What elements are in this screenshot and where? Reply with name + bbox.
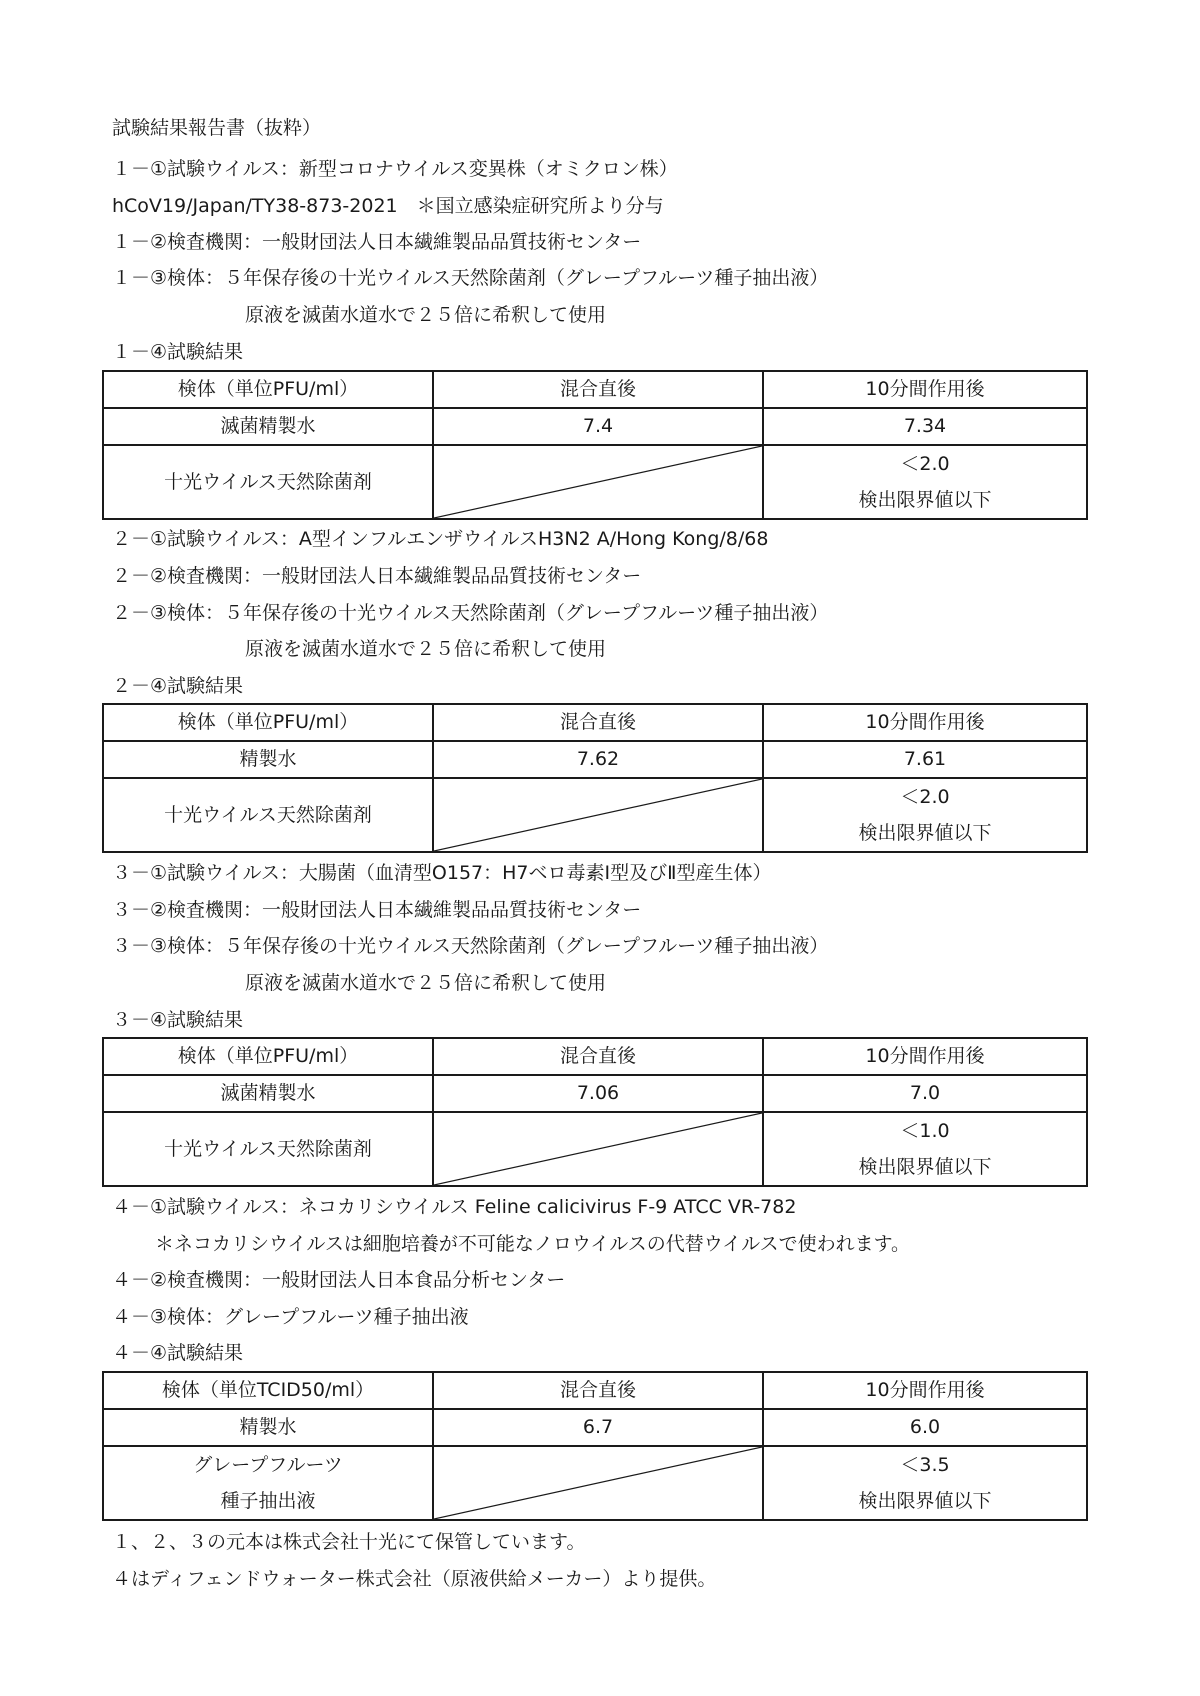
table-header-immediate: 混合直後 [433,371,763,408]
table-row [103,1446,1087,1520]
section-4-virus: ４－①試験ウイルス：ネコカリシウイルス Feline calicivirus F-9 ATCC VR-782 [112,1196,797,1218]
table-header-row [103,371,1087,408]
result-note: 検出限界値以下 [858,1156,992,1178]
diagonal-line [434,1113,762,1185]
result-value: ＜2.0 [900,453,950,475]
section-1-sample-note: 原液を滅菌水道水で２５倍に希釈して使用 [245,304,607,326]
section-1-result-label: １－④試験結果 [112,341,244,363]
table-header-10min: 10分間作用後 [763,1372,1087,1409]
diagonal-line [434,1447,762,1519]
table-cell-10min [763,445,1087,519]
table-header-sample: 検体（単位PFU/ml） [103,1038,433,1075]
section-3-result-label: ３－④試験結果 [112,1009,244,1031]
table-header-sample: 検体（単位PFU/ml） [103,704,433,741]
table-cell-10min: 7.34 [763,408,1087,445]
table-row [103,408,1087,445]
sample-name-line-1: グレープフルーツ [193,1454,343,1476]
result-note: 検出限界値以下 [858,1490,992,1512]
diagonal-line [434,779,762,851]
table-header-10min: 10分間作用後 [763,704,1087,741]
section-4-results-table [102,1371,1088,1521]
table-header-immediate: 混合直後 [433,1038,763,1075]
table-header-immediate: 混合直後 [433,1372,763,1409]
result-value: ＜3.5 [900,1454,950,1476]
table-cell-diagonal [433,1112,763,1186]
result-note: 検出限界値以下 [858,822,992,844]
table-cell-sample: 十光ウイルス天然除菌剤 [103,778,433,852]
table-cell-10min: 7.0 [763,1075,1087,1112]
footer-note-1: １、２、３の元本は株式会社十光にて保管しています。 [112,1531,586,1553]
section-2-lab: ２－②検査機関：一般財団法人日本繊維製品品質技術センター [112,565,642,587]
table-cell-sample: 滅菌精製水 [103,1075,433,1112]
section-2-results-table [102,703,1088,853]
section-3-sample: ３－③検体：５年保存後の十光ウイルス天然除菌剤（グレープフルーツ種子抽出液） [112,935,829,957]
table-row [103,1112,1087,1186]
section-3-sample-note: 原液を滅菌水道水で２５倍に希釈して使用 [245,972,607,994]
table-row [103,1409,1087,1446]
table-header-sample: 検体（単位PFU/ml） [103,371,433,408]
table-cell-immediate: 7.62 [433,741,763,778]
diagonal-line [434,446,762,518]
sample-name-line-2: 種子抽出液 [220,1490,316,1512]
table-cell-immediate: 7.4 [433,408,763,445]
section-1-virus: １－①試験ウイルス：新型コロナウイルス変異株（オミクロン株） [112,158,678,180]
table-cell-immediate: 7.06 [433,1075,763,1112]
result-value: ＜2.0 [900,786,950,808]
result-note: 検出限界値以下 [858,489,992,511]
section-1-sample: １－③検体：５年保存後の十光ウイルス天然除菌剤（グレープフルーツ種子抽出液） [112,267,829,289]
section-3-lab: ３－②検査機関：一般財団法人日本繊維製品品質技術センター [112,899,642,921]
section-1-virus-note: hCoV19/Japan/TY38-873-2021 ＊国立感染症研究所より分与 [112,195,664,217]
table-cell-10min: 7.61 [763,741,1087,778]
table-cell-diagonal [433,1446,763,1520]
table-cell-diagonal [433,778,763,852]
table-cell-10min [763,1112,1087,1186]
table-header-sample: 検体（単位TCID50/ml） [103,1372,433,1409]
table-cell-10min: 6.0 [763,1409,1087,1446]
section-2-result-label: ２－④試験結果 [112,675,244,697]
table-cell-sample: 十光ウイルス天然除菌剤 [103,445,433,519]
section-3-results-table [102,1037,1088,1187]
section-4-lab: ４－②検査機関：一般財団法人日本食品分析センター [112,1269,566,1291]
table-cell-diagonal [433,445,763,519]
table-row [103,741,1087,778]
section-2-virus: ２－①試験ウイルス：A型インフルエンザウイルスH3N2 A/Hong Kong/8/68 [112,528,769,550]
table-cell-sample: 十光ウイルス天然除菌剤 [103,1112,433,1186]
table-row [103,445,1087,519]
section-1-results-table [102,370,1088,520]
section-4-virus-note: ＊ネコカリシウイルスは細胞培養が不可能なノロウイルスの代替ウイルスで使われます。 [155,1233,911,1255]
table-row [103,1075,1087,1112]
section-4-sample: ４－③検体：グレープフルーツ種子抽出液 [112,1306,469,1328]
table-header-10min: 10分間作用後 [763,371,1087,408]
footer-note-2: ４はディフェンドウォーター株式会社（原液供給メーカー）より提供。 [112,1568,717,1590]
table-cell-immediate: 6.7 [433,1409,763,1446]
section-2-sample-note: 原液を滅菌水道水で２５倍に希釈して使用 [245,638,607,660]
table-cell-sample [103,1446,433,1520]
table-cell-sample: 精製水 [103,1409,433,1446]
section-2-sample: ２－③検体：５年保存後の十光ウイルス天然除菌剤（グレープフルーツ種子抽出液） [112,602,829,624]
table-cell-10min [763,778,1087,852]
table-header-row [103,1038,1087,1075]
table-cell-sample: 精製水 [103,741,433,778]
table-row [103,778,1087,852]
table-header-immediate: 混合直後 [433,704,763,741]
result-value: ＜1.0 [900,1120,950,1142]
table-header-10min: 10分間作用後 [763,1038,1087,1075]
section-4-result-label: ４－④試験結果 [112,1342,244,1364]
table-cell-10min [763,1446,1087,1520]
document-title: 試験結果報告書（抜粋） [112,117,322,139]
table-cell-sample: 滅菌精製水 [103,408,433,445]
table-header-row [103,1372,1087,1409]
section-1-lab: １－②検査機関：一般財団法人日本繊維製品品質技術センター [112,231,642,253]
table-header-row [103,704,1087,741]
section-3-virus: ３－①試験ウイルス：大腸菌（血清型O157：H7ベロ毒素Ⅰ型及びⅡ型産生体） [112,862,772,884]
